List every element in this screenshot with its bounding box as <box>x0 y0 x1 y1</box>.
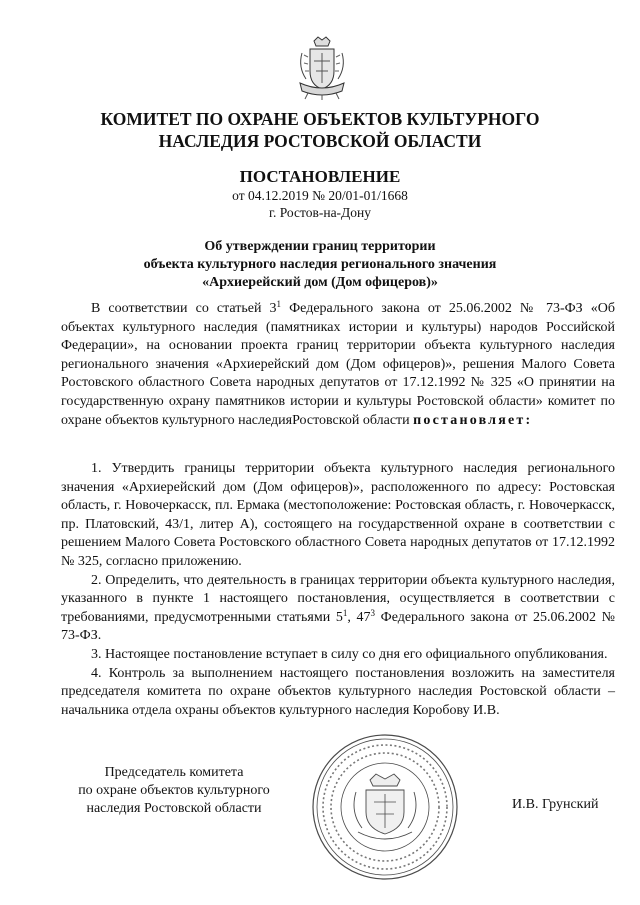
decree-word: постановляет: <box>413 412 533 428</box>
document-date-number: от 04.12.2019 № 20/01-01/1668 <box>232 188 408 203</box>
position-line-1: Председатель комитета <box>104 765 244 780</box>
org-name-line-2: НАСЛЕДИЯ РОСТОВСКОЙ ОБЛАСТИ <box>158 131 482 151</box>
decree-item-3: 3. Настоящее постановление вступает в силу со дня его официального опубликования. <box>91 646 608 662</box>
subject-line-1: Об утверждении границ территории <box>204 239 436 254</box>
preamble-text-2: Федерального закона от 25.06.2002 № 73-ФЗ «Об объектах культурного наследия (памятниках истории и культуры) народов Российской Федерации», на основании проекта границ территории объекта культурного наследия регионального значения «Архиерейский дом (Дом офицеров)», решения Малого Совета Ростовского областного Совета народных депутатов от 17.12.1992 № 325 «О принятии на государственную охрану памятников истории и культуры Ростовской области» комитет по охране объектов культурного наследияРостовской области <box>61 301 615 428</box>
coat-of-arms-icon <box>296 35 348 101</box>
decree-item-2 <box>61 572 615 646</box>
preamble-text-1: В соответствии со статьей 3 <box>91 301 277 316</box>
preamble-superscript: 1 <box>276 299 282 309</box>
item-2-text-1: 2. Определить, что деятельность в границах территории объекта культурного наследия, указанного в пункте 1 настоящего постановления, осуществляется в соответствии с требованиями, предусмотренными статьями 5 <box>61 572 615 625</box>
item-2-superscript-2: 3 <box>370 607 375 618</box>
subject-line-3: «Архиерейский дом (Дом офицеров)» <box>202 275 438 290</box>
item-2-superscript-1: 1 <box>342 607 348 618</box>
official-seal-icon <box>310 732 460 882</box>
decree-items <box>61 460 615 720</box>
item-2-text-2: , 47 <box>347 609 371 625</box>
decree-item-1: 1. Утвердить границы территории объекта культурного наследия регионального значения «Архиерейский дом (Дом офицеров)», расположенного по адресу: Ростовская область, г. Новочеркасск, пл. Ермака (местоположение: Ростовская область, г. Новочеркасск, пр. Платовский, 43/1, литер А), состоящего на государственной охране в соответствии с решением Малого Совета Ростовского областного Совета народных депутатов от 17.12.1992 № 325, согласно приложению. <box>61 461 615 569</box>
document-subject <box>60 238 580 292</box>
position-line-2: по охране объектов культурного <box>78 783 270 798</box>
subject-line-2: объекта культурного наследия регионального значения <box>143 257 497 272</box>
org-name-line-1: КОМИТЕТ ПО ОХРАНЕ ОБЪЕКТОВ КУЛЬТУРНОГО <box>100 109 540 129</box>
item-2-text-3: Федерального закона от 25.06.2002 № 73-ФЗ. <box>61 609 616 644</box>
signatory-position <box>60 764 288 818</box>
decree-item-4: 4. Контроль за выполнением настоящего постановления возложить на заместителя председателя комитета по охране объектов культурного наследия Ростовской области – начальника отдела охраны объектов культурного наследия Коробову И.В. <box>61 665 615 718</box>
document-city: г. Ростов-на-Дону <box>268 205 371 220</box>
signatory-name: И.В. Грунский <box>512 797 599 812</box>
organization-name <box>60 108 580 152</box>
preamble <box>61 300 615 430</box>
document-type: ПОСТАНОВЛЕНИЕ <box>239 167 401 186</box>
position-line-3: наследия Ростовской области <box>86 801 262 816</box>
preamble-paragraph <box>61 300 615 430</box>
